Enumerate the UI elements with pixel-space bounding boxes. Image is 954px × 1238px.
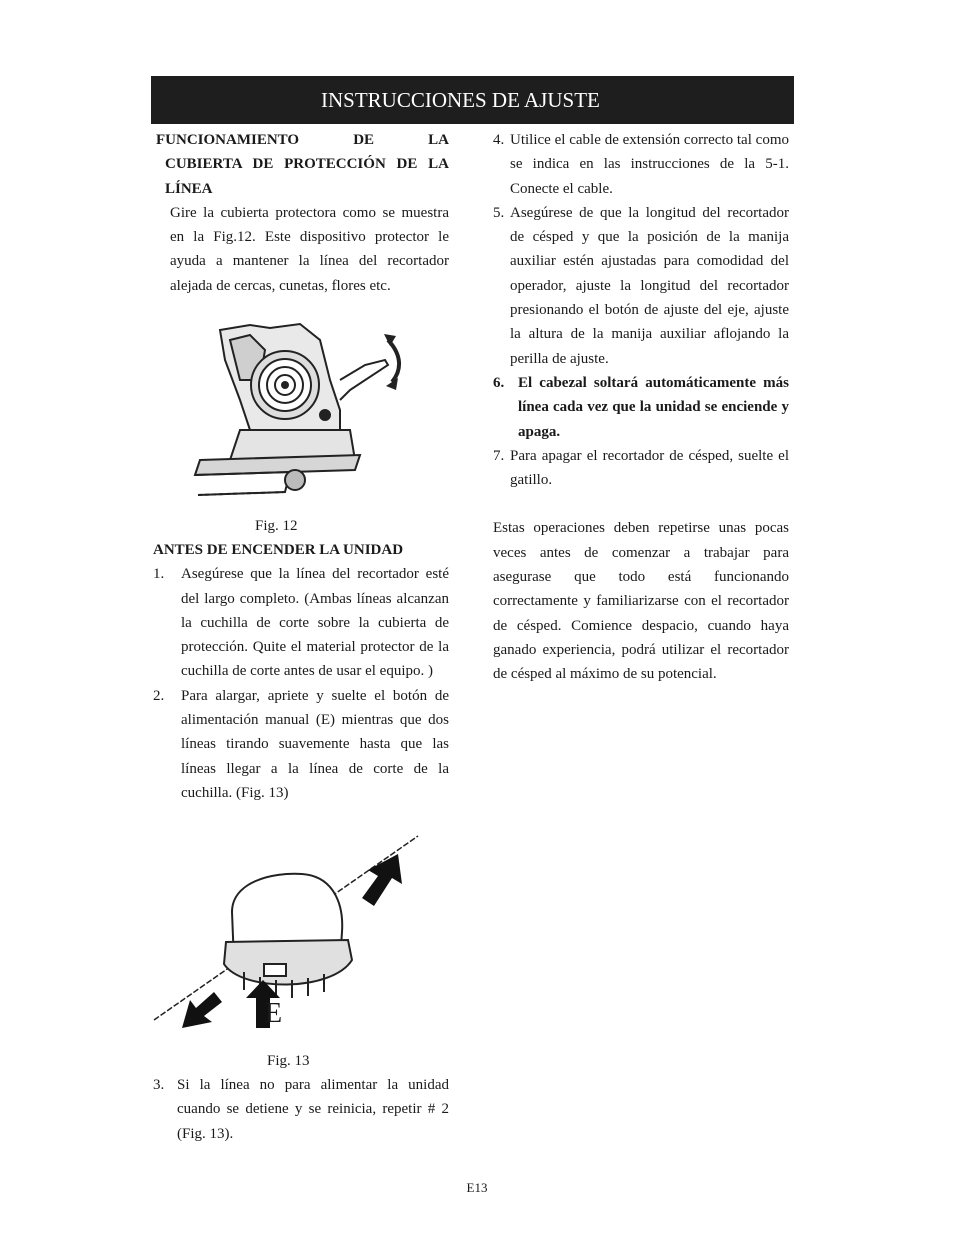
right-column bbox=[493, 128, 789, 687]
left-column-middle bbox=[153, 538, 449, 805]
list-item bbox=[493, 371, 789, 444]
left-column-bottom bbox=[153, 1073, 449, 1146]
list-item-number: 5. bbox=[493, 204, 505, 221]
line-guard-body: Gire la cubierta protectora como se muestra en la Fig.12. Este dispositivo protector le ayuda a mantener la línea del recortador alejada de cercas, cunetas, flores etc. bbox=[170, 204, 449, 294]
section-header-bar bbox=[151, 76, 794, 124]
fig13-caption: Fig. 13 bbox=[267, 1053, 310, 1069]
fig12-illustration bbox=[190, 320, 420, 500]
list-item-number: 4. bbox=[493, 132, 505, 148]
list-item-number: 1. bbox=[153, 566, 165, 583]
list-item bbox=[153, 1073, 449, 1146]
line-guard-title-2: CUBIERTA DE PROTECCIÓN DE LA bbox=[165, 156, 449, 173]
line-guard-title-3: LÍNEA bbox=[165, 180, 213, 197]
section-title: INSTRUCCIONES DE AJUSTE bbox=[321, 88, 600, 112]
fig12-caption: Fig. 12 bbox=[255, 518, 298, 534]
line-guard-title-1: FUNCIONAMIENTO DE LA bbox=[156, 132, 449, 148]
left-column-top bbox=[153, 128, 449, 298]
list-item-number: 7. bbox=[493, 447, 505, 464]
list-item bbox=[493, 128, 789, 201]
list-item bbox=[153, 562, 449, 683]
list-item bbox=[493, 201, 789, 371]
closing-paragraph: Estas operaciones deben repetirse unas pocas veces antes de comenzar a trabajar para asegurase que todo está funcionando correctamente y familiarizarse con el recortador de césped. Comience despacio, cuando haya ganado experiencia, podrá utilizar el recortador de césped al máximo de su potencial. bbox=[493, 520, 789, 683]
list-item-text: Asegúrese de que la longitud del recortador de césped y que la posición de la manija auxiliar estén ajustadas para comodidad del operador, ajuste la longitud del recortador presionando el botón de ajuste del eje, ajuste la altura de la manija auxiliar aflojando la perilla de ajuste. bbox=[510, 204, 789, 367]
fig13-illustration bbox=[152, 832, 422, 1038]
list-item-number: 2. bbox=[153, 687, 165, 704]
list-item bbox=[153, 684, 449, 805]
page-number: E13 bbox=[466, 1180, 488, 1195]
before-start-title: ANTES DE ENCENDER LA UNIDAD bbox=[153, 542, 404, 558]
list-item-number: 6. bbox=[493, 374, 505, 391]
list-item-text: Utilice el cable de extensión correcto tal como se indica en las instrucciones de la 5-1. Conecte el cable. bbox=[510, 132, 789, 197]
list-item-text: Asegúrese que la línea del recortador esté del largo completo. (Ambas líneas alcanzan la cuchilla de corte sobre la cubierta de protección. Quite el material protector de la cuchilla de corte antes de usar el equipo. ) bbox=[181, 566, 449, 680]
list-item-text: Si la línea no para alimentar la unidad cuando se detiene y se reinicia, repetir # 2 (Fig. 13). bbox=[177, 1077, 449, 1142]
list-item-number: 3. bbox=[153, 1077, 165, 1093]
list-item-text: Para apagar el recortador de césped, suelte el gatillo. bbox=[510, 447, 789, 489]
list-item-text: Para alargar, apriete y suelte el botón de alimentación manual (E) mientras que dos líneas tirando suavemente hasta que las líneas llegar a la línea de corte de la cuchilla. (Fig. 13) bbox=[181, 687, 449, 801]
list-item bbox=[493, 444, 789, 493]
list-item-text: El cabezal soltará automáticamente más línea cada vez que la unidad se enciende y apaga. bbox=[518, 374, 789, 440]
fig13-label-e: E bbox=[265, 998, 283, 1029]
